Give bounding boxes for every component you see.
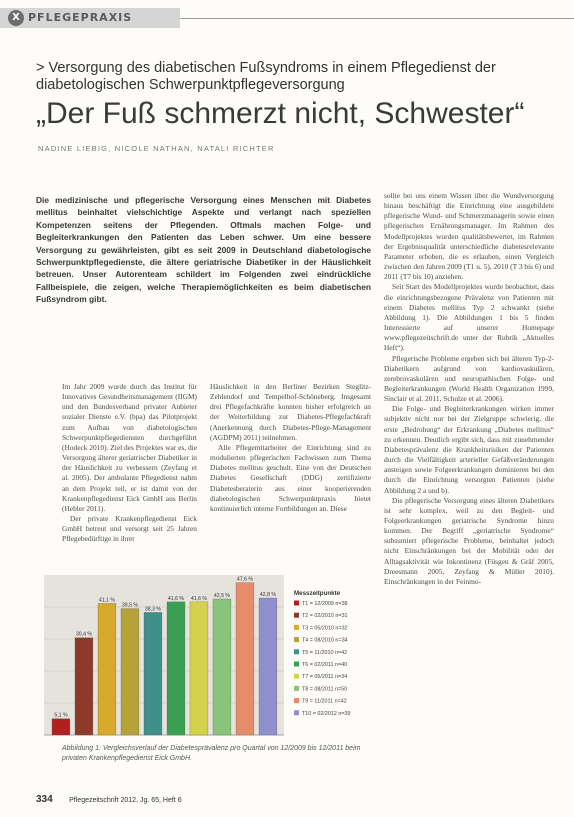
body-paragraph: Im Jahr 2009 wurde durch das Institut für Innovatives Gesundheitsmanagement (IIGM) und den Bundesverband privater Anbieter sozialer Dienste e.V. (bpa) das Pilotprojekt zum Aufbau von diabetologischen Schwerpunktpflegediensten durchgeführt (Hodeck 2010). Ziel des Projektes war es, die Versorgung älterer geriatrischer Diabetiker in der Häuslichkeit zu verbessern (Zeyfang et al. 2005). Der ambulante Pflegedienst nahm an dem Projekt teil, er ist damit von der Krankenpflegedienst Eick GmbH aus Berlin (Hebler 2011). (62, 382, 197, 513)
header-rule (180, 18, 574, 19)
chart-bar-label: 42,5 % (213, 593, 231, 599)
chart-bar-label: 41,6 % (167, 595, 185, 602)
chart-bar (75, 638, 93, 735)
chart-bar-label: 39,5 % (121, 602, 139, 609)
body-paragraph: Seit Start des Modellprojektes wurde beobachtet, dass die einrichtungsbezogene Prävalenz von Patienten mit einem Diabetes mellitus Typ 2 schwankt (siehe Abbildung 1). Die Abbildungen 1 bis 5 finden Interessierte auf unserer Homepage www.pflegezeitschrift.de unter der Rubrik „Aktuelles Heft“). (384, 282, 554, 353)
body-column-1 (62, 382, 197, 545)
chart-bar-label: 38,3 % (144, 606, 162, 613)
chart-legend-swatch (294, 649, 299, 654)
article-authors: NADINE LIEBIG, NICOLE NATHAN, NATALI RICHTER (38, 144, 275, 153)
chart-bar-label: 5,1 % (54, 712, 68, 719)
body-paragraph: Der private Krankenpflegedienst Eick GmbH betreut und versorgt seit 25 Jahren Pflegebedürftige in ihrer (62, 514, 197, 544)
chart-legend-item: T1 = 12/2009 n=38 (302, 601, 348, 607)
chart-legend-item: T7 = 05/2011 n=34 (302, 674, 348, 681)
chart-legend-swatch (294, 686, 299, 691)
chart-bar (167, 602, 185, 735)
chart-bar (190, 602, 208, 735)
chart-bar-label: 41,1 % (98, 597, 116, 604)
body-paragraph: Die pflegerische Versorgung eines älteren Diabetikers ist sehr komplex, weil zu den Begleit- und Folgeerkrankungen geriatrische Syndrome hinzu kommen. Der Begriff „geriatrische Syndrome“ subsumiert pflegerische Probleme, beinhaltet jedoch nicht Einschränkungen bei der Mobilität oder der Alltagsaktivität wie Inkontinenz (Füsgen & Gräf 2005, Dreesmann 2005, Zeyfang & Müller 2010). Einschränkungen in der Feinmo- (384, 495, 554, 586)
chart-legend-swatch (294, 698, 299, 703)
page-footer (36, 789, 182, 807)
kicker: > Versorgung des diabetischen Fußsyndroms in einem Pflegedienst der diabetologischen Schwerpunktpflegeversorgung (36, 60, 496, 93)
chart-bar-label: 47,6 % (236, 576, 254, 583)
chart-legend-swatch (294, 625, 299, 630)
body-paragraph: Die Folge- und Begleiterkrankungen wirken immer subjektiv nicht nur bei der Zielgruppe schwierig, die erste „Bedrohung“ der Erkrankung „Diabetes mellitus“ zu erkennen. Deutlich ergibt sich, dass mit zunehmender Diabetesprävalenz die Krankheitsrisiken der Patienten durch die Vielfältigkeit arterieller Gefäßveränderungen ansteigen sowie Folgeerkrankungen dominieren bei den durch die Einrichtung versorgten Patienten (siehe Abbildung 2 a und b). (384, 404, 554, 495)
chart-legend-item: T3 = 05/2010 n=32 (302, 625, 348, 632)
body-paragraph: Alle Pflegemitarbeiter der Einrichtung sind zu modulierten pflegerischen Fachwissen zum Thema Diabetes mellitus geschult. Eine von der Deutschen Diabetes Gesellschaft (DDG) zertifizierte Diabetesberaterin aus einer kooperierenden diabetologischen Schwerpunktpraxis bietet kontinuierlich interne Fortbildungen an. Diese (210, 442, 371, 513)
body-paragraph: Häuslichkeit in den Berliner Bezirken Steglitz-Zehlendorf und Tempelhof-Schöneberg. Insgesamt drei Pflegefachkräfte konnten bisher erfolgreich an der Weiterbildung zur Diabetes-Pflegefachkraft (Anerkennung durch Diabetes-Pflege-Management (AGDPM) 2011) teilnehmen. (210, 382, 371, 442)
chart-bar (52, 719, 70, 735)
chart-bar (213, 599, 231, 735)
chart-legend-item: T8 = 08/2011 n=50 (302, 686, 348, 693)
chart-legend-swatch (294, 662, 299, 667)
page-number: 334 (36, 794, 53, 805)
chart-bar-label: 30,4 % (75, 631, 93, 638)
chart-bar (236, 583, 254, 735)
chart-legend-item: T10 = 02/2012 n=39 (302, 710, 351, 717)
chart-legend-swatch (294, 710, 299, 715)
section-header (0, 0, 574, 30)
chart-legend-swatch (294, 601, 299, 606)
prevalence-chart (36, 563, 376, 741)
chart-legend-swatch (294, 637, 299, 642)
chart-legend-item: T9 = 11/2011 n=42 (302, 698, 347, 705)
body-paragraph: Pflegerische Probleme ergeben sich bei älteren Typ-2-Diabetikern aufgrund von kardiovaskulären, zerebrovaskulären und neuropathischen Folge- und Begleiterkrankungen (World Health Organization 1999, Sinclair et al. 2011, Schulze et al. 2006). (384, 353, 554, 404)
chart-legend-title: Messzeitpunkte (294, 590, 341, 597)
chart-legend-swatch (294, 674, 299, 679)
chart-bar (121, 609, 139, 735)
chart-legend-item: T5 = 11/2010 n=42 (302, 649, 348, 656)
chart-legend-item: T2 = 02/2010 n=31 (302, 613, 348, 620)
body-column-2 (210, 382, 371, 514)
chart-svg (36, 563, 376, 741)
chart-bar (144, 612, 162, 735)
chart-legend-swatch (294, 613, 299, 618)
section-icon: X (8, 10, 24, 26)
chart-bar (98, 603, 116, 735)
body-column-3 (384, 191, 554, 587)
section-label: PFLEGEPRAXIS (28, 11, 133, 24)
chart-legend-item: T4 = 08/2010 n=34 (302, 637, 348, 644)
lead-paragraph: Die medizinische und pflegerische Versorgung eines Menschen mit Diabetes mellitus beinhaltet vielschichtige Aspekte und verlangt nach speziellen Kompetenzen seitens der Pflegenden. Oftmals machen Folge- und Begleiterkrankungen den Patienten das Leben schwer. Um eine bessere Versorgung zu gewährleisten, gibt es seit 2009 in Deutschland diabetologische Schwerpunktpflegedienste, die ältere geriatrische Diabetiker in der Häuslichkeit betreuen. Unser Autorenteam schildert im Folgenden zwei eindrückliche Fallbeispiele, die zeigen, welche Therapiemöglichkeiten es beim diabetischen Fußsyndrom gibt. (36, 195, 371, 305)
chart-bar-label: 42,8 % (259, 592, 277, 599)
chart-bar-label: 41,6 % (190, 595, 208, 602)
figure-caption: Abbildung 1: Vergleichsverlauf der Diabetesprävalenz pro Quartal von 12/2009 bis 12/2011 beim privaten Krankenpflegedienst Eick GmbH. (62, 745, 361, 762)
chart-legend-item: T6 = 02/2011 n=40 (302, 662, 348, 668)
body-paragraph: sollte bei uns einem Wissen über die Wundversorgung hinaus beschäftigt die Einrichtung eine ausgebildete pflegerische Wund- und Schmerzmanagerin sowie einen pflegerischen Ernährungsmanager. Im Rahmen des Modellprojektes wurden qualitätsbewertet, im Rahmen der Ergebnisqualität unterschiedliche diabetesrelevante Parameter erhoben, die es erlauben, einen Vergleich zwischen den Jahren 2009 (T1 u. 5), 2010 (T 3 bis 6) und 2011 (T7 bis 10) anziehen. (384, 191, 554, 282)
footer-source: Pflegezeitschrift 2012, Jg. 65, Heft 6 (69, 797, 182, 804)
article-headline: „Der Fuß schmerzt nicht, Schwester“ (36, 97, 525, 130)
chart-bar (259, 598, 277, 735)
